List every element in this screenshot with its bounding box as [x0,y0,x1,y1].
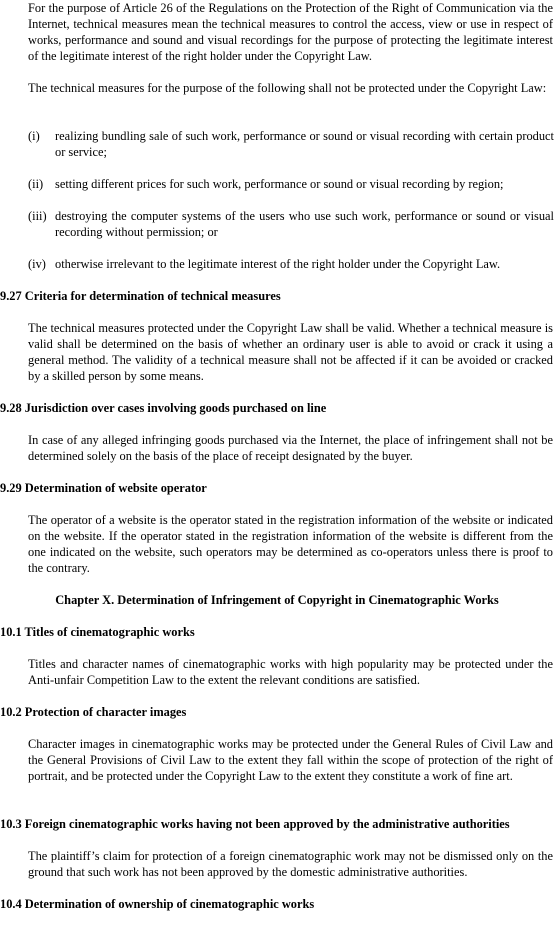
list-item-text: destroying the computer systems of the users who use such work, performance or sound or visual recording without permission; or [55,209,554,239]
section-text-9-28: In case of any alleged infringing goods purchased via the Internet, the place of infringement shall not be determined solely on the basis of the place of receipt designated by the buyer. [28,433,553,463]
section-heading-10-4: 10.4 Determination of ownership of cinematographic works [0,897,315,911]
section-text-10-1: Titles and character names of cinematographic works with high popularity may be protected under the Anti-unfair Competition Law to the extent the relevant conditions are satisfied. [28,657,553,687]
list-item [28,128,554,160]
section-heading-9-28: 9.28 Jurisdiction over cases involving goods purchased on line [0,401,327,415]
section-text-9-27: The technical measures protected under the Copyright Law shall be valid. Whether a technical measure is valid shall be determined on the basis of whether an ordinary user is able to avoid or crack it using a general method. The validity of a technical measure shall not be affected if it can be avoided or cracked by a skilled person by some means. [28,321,553,383]
list-item [28,256,554,272]
section-heading-10-1: 10.1 Titles of cinematographic works [0,625,195,639]
section-heading-9-27: 9.27 Criteria for determination of technical measures [0,289,281,303]
list-item-number: (iii) [28,209,47,223]
list-item [28,176,554,192]
article26-paragraph-1: For the purpose of Article 26 of the Regulations on the Protection of the Right of Communication via the Internet, technical measures mean the technical measures to control the access, view or use in respect of works, performance and sound and visual recordings for the purpose of protecting the legitimate interest of the legitimate interest of the right holder under the Copyright Law. [28,1,553,63]
list-item-text: otherwise irrelevant to the legitimate interest of the right holder under the Copyright Law. [55,257,501,271]
section-text-10-2: Character images in cinematographic works may be protected under the General Rules of Civil Law and the General Provisions of Civil Law to the extent they fall within the scope of protection of the right of portrait, and be protected under the Copyright Law to the extent they constitute a work of fine art. [28,737,553,783]
list-item-text: setting different prices for such work, performance or sound or visual recording by region; [55,177,504,191]
article26-paragraph-2: The technical measures for the purpose of the following shall not be protected under the Copyright Law: [28,81,547,95]
chapter-title: Chapter X. Determination of Infringement of Copyright in Cinematographic Works [55,593,499,607]
section-heading-10-2: 10.2 Protection of character images [0,705,187,719]
section-text-10-3: The plaintiff’s claim for protection of a foreign cinematographic work may not be dismissed only on the ground that such work has not been approved by the domestic administrative authorities. [28,849,553,879]
list-item-number: (iv) [28,257,46,271]
section-text-9-29: The operator of a website is the operator stated in the registration information of the website or indicated on the website. If the operator stated in the registration information of the website is different from the one indicated on the website, such operators may be determined as co-operators unless there is proof to the contrary. [28,513,553,575]
list-item-text: realizing bundling sale of such work, performance or sound or visual recording with certain product or service; [55,129,554,159]
section-heading-9-29: 9.29 Determination of website operator [0,481,207,495]
list-item-number: (ii) [28,177,44,191]
section-heading-10-3: 10.3 Foreign cinematographic works having not been approved by the administrative authorities [0,817,510,831]
list-item [28,208,554,240]
list-item-number: (i) [28,129,40,143]
